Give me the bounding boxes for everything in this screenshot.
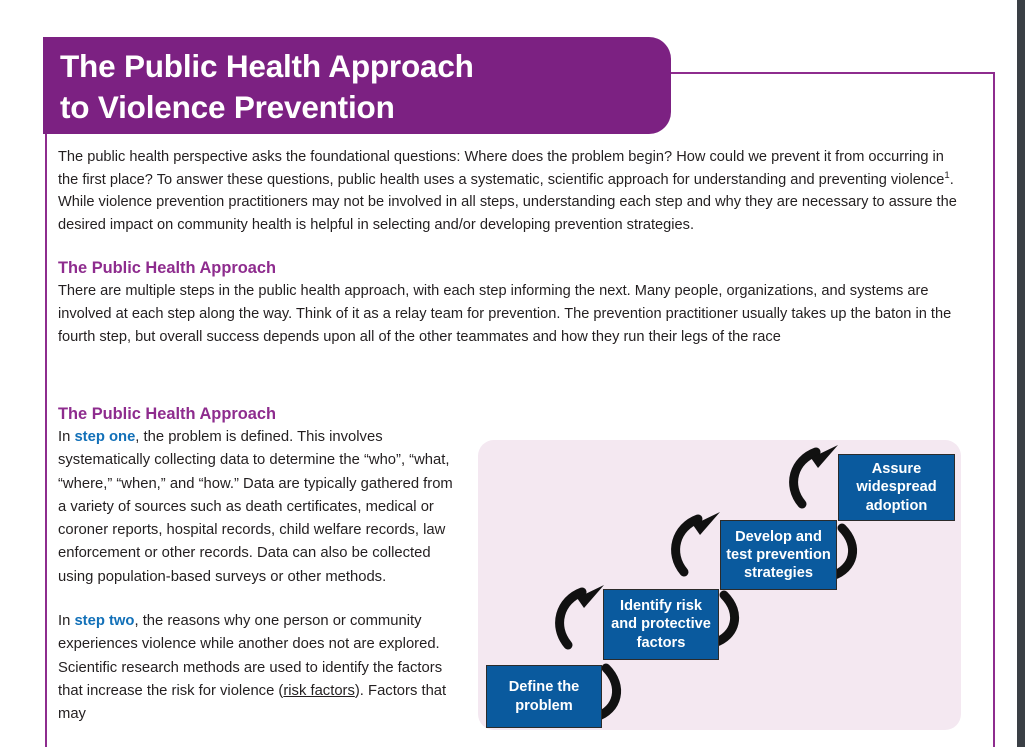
- step-one-paragraph: [58, 426, 454, 589]
- step-one-emphasis: step one: [74, 429, 136, 445]
- step-two-text-a: , the reasons why one person or community experiences violence while another does not are explored. Scientific research methods are used to identify the factors that increase the risk for violence (: [58, 613, 443, 699]
- footnote-marker: 1: [944, 169, 950, 181]
- step-two-paragraph: [58, 610, 454, 726]
- intro-paragraph: [58, 146, 966, 236]
- spacer: [58, 589, 454, 610]
- diagram-step-label: Assure widespread adoption: [856, 461, 937, 514]
- section-heading-1: The Public Health Approach: [58, 259, 276, 278]
- spacer: [58, 236, 966, 257]
- title-line-2: to Violence Prevention: [60, 89, 395, 125]
- risk-factors-link[interactable]: risk factors: [283, 682, 355, 699]
- diagram-step-label: Identify risk and protective factors: [611, 598, 711, 651]
- frame-line-right: [993, 72, 995, 747]
- section-heading-2: The Public Health Approach: [58, 405, 276, 423]
- left-text-column: [58, 403, 454, 727]
- diagram-step-box-identify-risk-and-protective-factors[interactable]: [603, 589, 719, 660]
- step-two-prefix: In: [58, 613, 75, 630]
- forward-arrow-1: [560, 585, 604, 645]
- page-right-edge: [1017, 0, 1025, 747]
- title-line-1: The Public Health Approach: [60, 48, 474, 84]
- diagram-step-box-define-the-problem[interactable]: [486, 665, 602, 728]
- intro-text-b: . While violence prevention practitioners may not be involved in all steps, understanding each step and why they are necessary to assure the desired impact on community health is helpful in selecting and/or developing prevention strategies.: [58, 171, 957, 233]
- title-banner: [43, 37, 671, 134]
- step-one-prefix: In: [58, 429, 75, 445]
- diagram-step-box-assure-widespread-adoption[interactable]: [838, 454, 955, 521]
- diagram-step-label: Define the problem: [508, 679, 580, 714]
- step-one-text: , the problem is defined. This involves systematically collecting data to determine the “who”, “what, “where,” “when,” and “how.” Data are typically gathered from a variety of sources such as death certificates, medical or coroner reports, hospital records, child welfare records, law enforcement or other records. Data can also be collected using population-based surveys or other methods.: [58, 429, 453, 585]
- frame-line-top: [668, 72, 995, 74]
- step-two-emphasis: step two: [74, 613, 135, 630]
- forward-arrow-2: [676, 512, 720, 572]
- frame-line-left: [45, 132, 47, 747]
- diagram-step-label: Develop and test prevention strategies: [726, 528, 831, 582]
- diagram-step-box-develop-and-test-prevention-strategies[interactable]: [720, 520, 837, 590]
- intro-text-a: The public health perspective asks the foundational questions: Where does the problem begin? How could we prevent it from occurring in the first place? To answer these questions, public health uses a systematic, scientific approach for understanding and preventing violence: [58, 149, 945, 188]
- step-two-text-b: ). Factors that may: [58, 682, 447, 723]
- section-body-1: There are multiple steps in the public health approach, with each step informing the next. Many people, organizations, and systems are involved at each step along the way. Think of it as a relay team for prevention. The prevention practitioner usually takes up the baton in the fourth step, but overall success depends upon all of the other teammates and how they run their legs of the race: [58, 283, 952, 345]
- forward-arrow-3: [794, 445, 838, 504]
- intro-content: [58, 146, 966, 348]
